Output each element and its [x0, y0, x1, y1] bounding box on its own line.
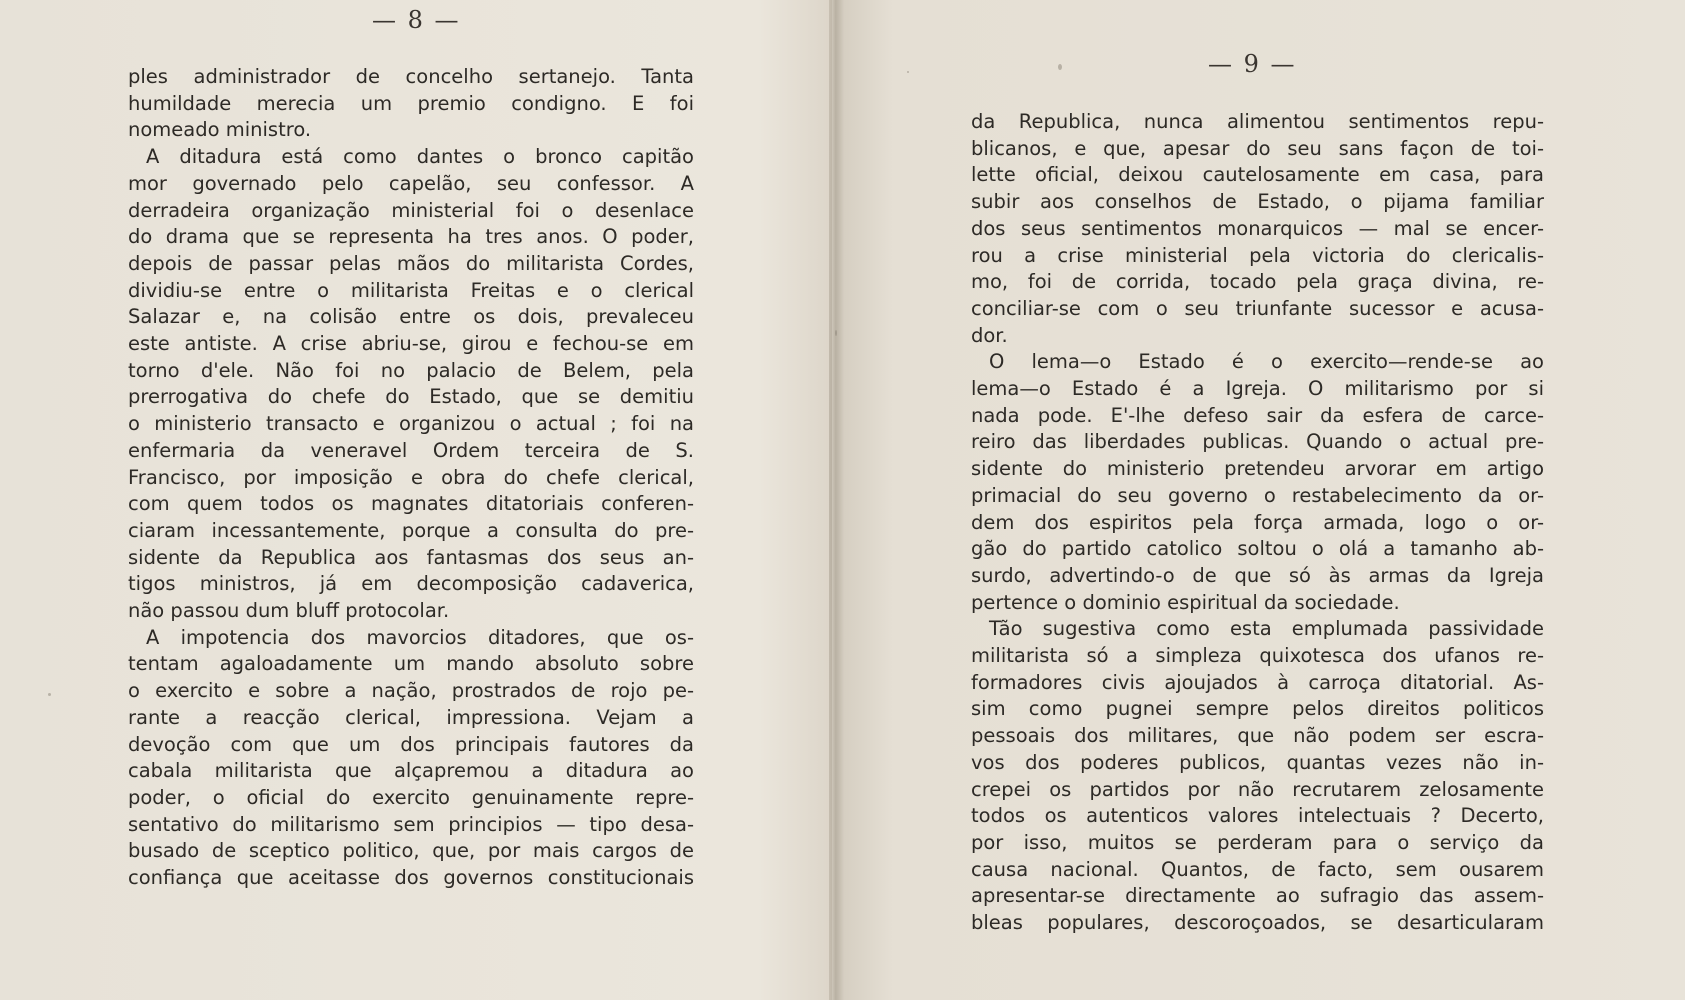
text-line: poder, o oficial do exercito genuinamente repre-	[128, 785, 694, 809]
paper-speck	[48, 693, 51, 696]
text-line: ples administrador de concelho sertanejo. Tanta	[128, 65, 694, 88]
text-line: confiança que aceitasse dos governos constitucionais	[128, 866, 694, 890]
text-line: este antiste. A crise abriu-se, girou e fechou-se em	[128, 332, 694, 356]
text-line: torno d'ele. Não foi no palacio de Belem, pela	[128, 358, 694, 382]
text-line: todos os autenticos valores intelectuais ? Decerto,	[971, 804, 1544, 828]
text-line: causa nacional. Quantos, de facto, sem ousarem	[971, 857, 1544, 881]
text-line: dor.	[971, 323, 1008, 347]
text-line: surdo, advertindo-o de que só às armas da Igreja	[971, 563, 1544, 587]
text-line: dividiu-se entre o militarista Freitas e o clerical	[128, 278, 694, 302]
text-line: rou a crise ministerial pela victoria do clericalis-	[971, 243, 1544, 267]
text-line: enfermaria da veneravel Ordem terceira de S.	[128, 438, 694, 462]
text-line: lema—o Estado é a Igreja. O militarismo por si	[971, 377, 1544, 401]
text-line: com quem todos os magnates ditatoriais conferen-	[128, 492, 694, 516]
text-line: bleas populares, descoroçoados, se desarticularam	[971, 911, 1544, 935]
right-page-text	[971, 109, 1544, 937]
text-line: pertence o dominio espiritual da sociedade.	[971, 590, 1400, 614]
text-line: derradeira organização ministerial foi o desenlace	[128, 198, 694, 222]
text-line: Francisco, por imposição e obra do chefe clerical,	[128, 465, 694, 489]
text-line: crepei os partidos por não recrutarem zelosamente	[971, 777, 1544, 801]
left-page	[0, 0, 832, 1000]
page-number-right: — 9 —	[1208, 50, 1297, 78]
text-line: mor governado pelo capelão, seu confessor. A	[128, 171, 694, 195]
page-number-left: — 8 —	[372, 6, 461, 34]
text-line: blicanos, e que, apesar do seu sans façon de toi-	[971, 136, 1544, 160]
text-line: sim como pugnei sempre pelos direitos politicos	[971, 697, 1544, 721]
text-line: o ministerio transacto e organizou o actual ; foi na	[128, 412, 694, 436]
text-line: vos dos poderes publicos, quantas vezes não in-	[971, 750, 1544, 774]
text-line: nomeado ministro.	[128, 118, 312, 142]
text-line: apresentar-se directamente ao sufragio das assem-	[971, 884, 1544, 908]
text-line: não passou dum bluff protocolar.	[128, 599, 450, 623]
text-line: tigos ministros, já em decomposição cadaverica,	[128, 572, 694, 596]
text-line: formadores civis ajoujados à carroça ditatorial. As-	[971, 670, 1544, 694]
text-line: do drama que se representa ha tres anos. O poder,	[128, 225, 694, 249]
text-line: Salazar e, na colisão entre os dois, prevaleceu	[128, 305, 694, 329]
text-line: primacial do seu governo o restabelecimento da or-	[971, 483, 1544, 507]
text-line: dem dos espiritos pela força armada, logo o or-	[971, 510, 1544, 534]
text-line: sidente do ministerio pretendeu arvorar em artigo	[971, 457, 1544, 481]
text-line: nada pode. E'-lhe defeso sair da esfera de carce-	[971, 403, 1544, 427]
text-line: gão do partido catolico soltou o olá a tamanho ab-	[971, 537, 1544, 561]
text-line: devoção com que um dos principais fautores da	[128, 732, 694, 756]
text-line: conciliar-se com o seu triunfante sucessor e acusa-	[971, 296, 1544, 320]
paper-speck	[1058, 64, 1062, 70]
paper-speck	[835, 330, 837, 336]
text-line: A ditadura está como dantes o bronco capitão	[146, 145, 694, 169]
text-line: o exercito e sobre a nação, prostrados de rojo pe-	[128, 679, 694, 703]
text-line: sentativo do militarismo sem principios — tipo desa-	[128, 812, 694, 836]
text-line: Tão sugestiva como esta emplumada passividade	[989, 617, 1544, 641]
text-line: sidente da Republica aos fantasmas dos seus an-	[128, 545, 694, 569]
left-page-text	[128, 64, 694, 892]
text-line: por isso, muitos se perderam para o serviço da	[971, 830, 1544, 854]
right-page	[832, 0, 1685, 1000]
text-line: rante a reacção clerical, impressiona. Vejam a	[128, 705, 694, 729]
text-line: reiro das liberdades publicas. Quando o actual pre-	[971, 430, 1544, 454]
text-line: tentam agaloadamente um mando absoluto sobre	[128, 652, 694, 676]
text-line: depois de passar pelas mãos do militarista Cordes,	[128, 251, 694, 275]
text-line: pessoais dos militares, que não podem ser escra-	[971, 724, 1544, 748]
paper-speck	[907, 71, 909, 73]
text-line: subir aos conselhos de Estado, o pijama familiar	[971, 190, 1544, 214]
text-line: ciaram incessantemente, porque a consulta do pre-	[128, 518, 694, 542]
text-line: humildade merecia um premio condigno. E foi	[128, 91, 694, 115]
text-line: da Republica, nunca alimentou sentimentos repu-	[971, 110, 1544, 133]
text-line: militarista só a simpleza quixotesca dos ufanos re-	[971, 644, 1544, 668]
text-line: cabala militarista que alçapremou a ditadura ao	[128, 759, 694, 783]
text-line: lette oficial, deixou cautelosamente em casa, para	[971, 163, 1544, 187]
text-line: prerrogativa do chefe do Estado, que se demitiu	[128, 385, 694, 409]
text-line: busado de sceptico politico, que, por mais cargos de	[128, 839, 694, 863]
text-line: dos seus sentimentos monarquicos — mal se encer-	[971, 216, 1544, 240]
text-line: A impotencia dos mavorcios ditadores, que os-	[146, 625, 694, 649]
text-line: mo, foi de corrida, tocado pela graça divina, re-	[971, 270, 1544, 294]
text-line: O lema—o Estado é o exercito—rende-se ao	[989, 350, 1544, 374]
